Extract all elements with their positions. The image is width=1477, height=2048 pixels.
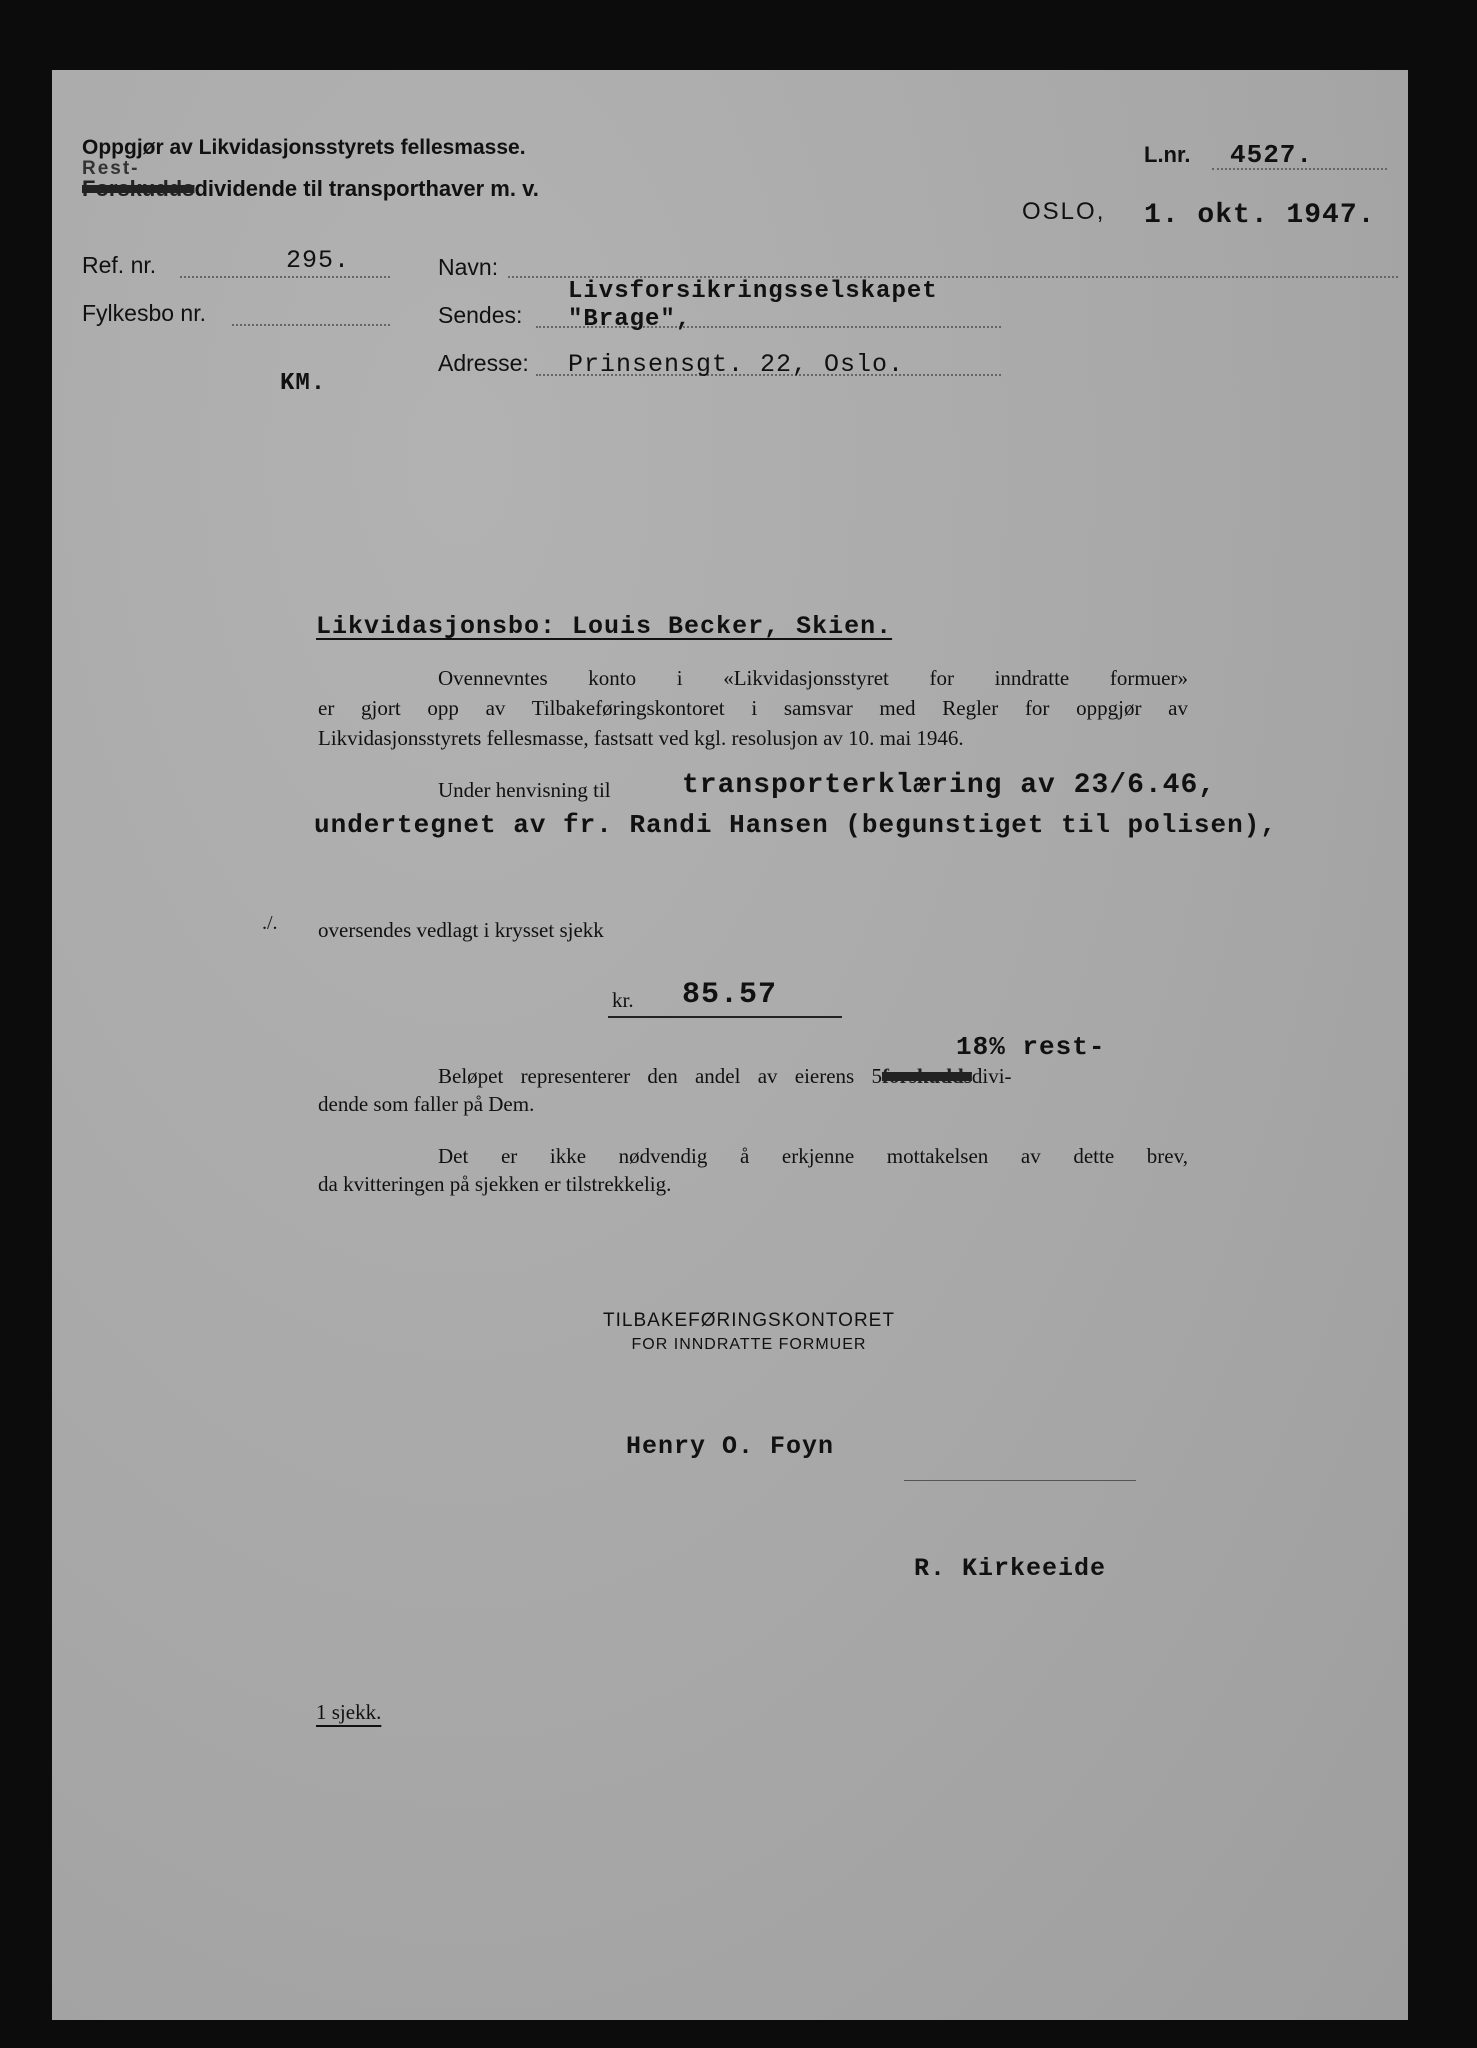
subtitle-rest: dividende til transporthaver m. v. [194,176,539,201]
lnr-label: L.nr. [1144,142,1191,167]
likvidasjonsbo-heading: Likvidasjonsbo: Louis Becker, Skien. [316,612,893,641]
letter-date: 1. okt. 1947. [1144,200,1376,231]
transport-line1: transporterklæring av 23/6.46, [682,770,1217,801]
initials: KM. [280,370,327,397]
det-line2: da kvitteringen på sjekken er tilstrekkelig. [318,1172,672,1196]
recipient-name-line1: Livsforsikringsselskapet [568,278,938,305]
ref-dotline [180,276,390,278]
amount-underline [608,1016,842,1018]
lnr-dotline [1212,168,1387,170]
transport-line2: undertegnet av fr. Randi Hansen (begunstiget til polisen), [314,810,1277,840]
struck-word: Forskudds [82,176,195,201]
belopet-line1 [438,1064,1012,1089]
oversendes-text: oversendes vedlagt i krysset sjekk [318,918,604,942]
signer2-name: R. Kirkeeide [914,1554,1107,1583]
det-line1: Det er ikke nødvendig å erkjenne mottakelsen av dette brev, [438,1144,1188,1168]
belopet-lead: Beløpet representerer den andel av eierens 5 [438,1064,882,1088]
adresse-label: Adresse: [438,350,529,376]
check-mark: ./. [262,912,278,934]
rest-insertion: Rest- [82,158,140,179]
amount-value: 85.57 [682,978,778,1012]
header-title: Oppgjør av Likvidasjonsstyrets fellesmasse. [82,136,526,159]
belopet-tail: divi- [971,1064,1012,1088]
org-line1: TILBAKEFØRINGSKONTORET [603,1310,895,1331]
para1-line2: er gjort opp av Tilbakeføringskontoret i samsvar med Regler for oppgjør av [318,696,1188,720]
belopet-struck: forskudds [881,1064,972,1088]
recipient-address: Prinsensgt. 22, Oslo. [568,350,905,379]
under-henvisning: Under henvisning til [438,778,611,802]
header-subtitle [82,176,539,202]
fylkesbo-label: Fylkesbo nr. [82,300,206,326]
kr-label: kr. [612,988,634,1012]
sendes-label: Sendes: [438,302,523,328]
enclosure-note: 1 sjekk. [316,1700,382,1724]
para1-line3: Likvidasjonsstyrets fellesmasse, fastsatt ved kgl. resolusjon av 10. mai 1946. [318,726,964,750]
belopet-line2: dende som faller på Dem. [318,1092,535,1116]
city: OSLO, [1022,198,1106,225]
ref-value: 295. [286,246,351,275]
signer1-name: Henry O. Foyn [626,1432,835,1461]
lnr-value: 4527. [1230,140,1314,170]
fylkesbo-dotline [232,324,390,326]
navn-label: Navn: [438,254,499,280]
para1-line1: Ovennevntes konto i «Likvidasjonsstyret for inndratte formuer» [438,666,1188,690]
ref-label: Ref. nr. [82,252,157,278]
belopet-insert: 18% rest- [956,1032,1106,1062]
document-page [52,70,1408,2020]
recipient-name-line2: "Brage", [568,306,692,333]
org-line2: FOR INNDRATTE FORMUER [631,1336,867,1353]
signature-line [904,1480,1136,1481]
